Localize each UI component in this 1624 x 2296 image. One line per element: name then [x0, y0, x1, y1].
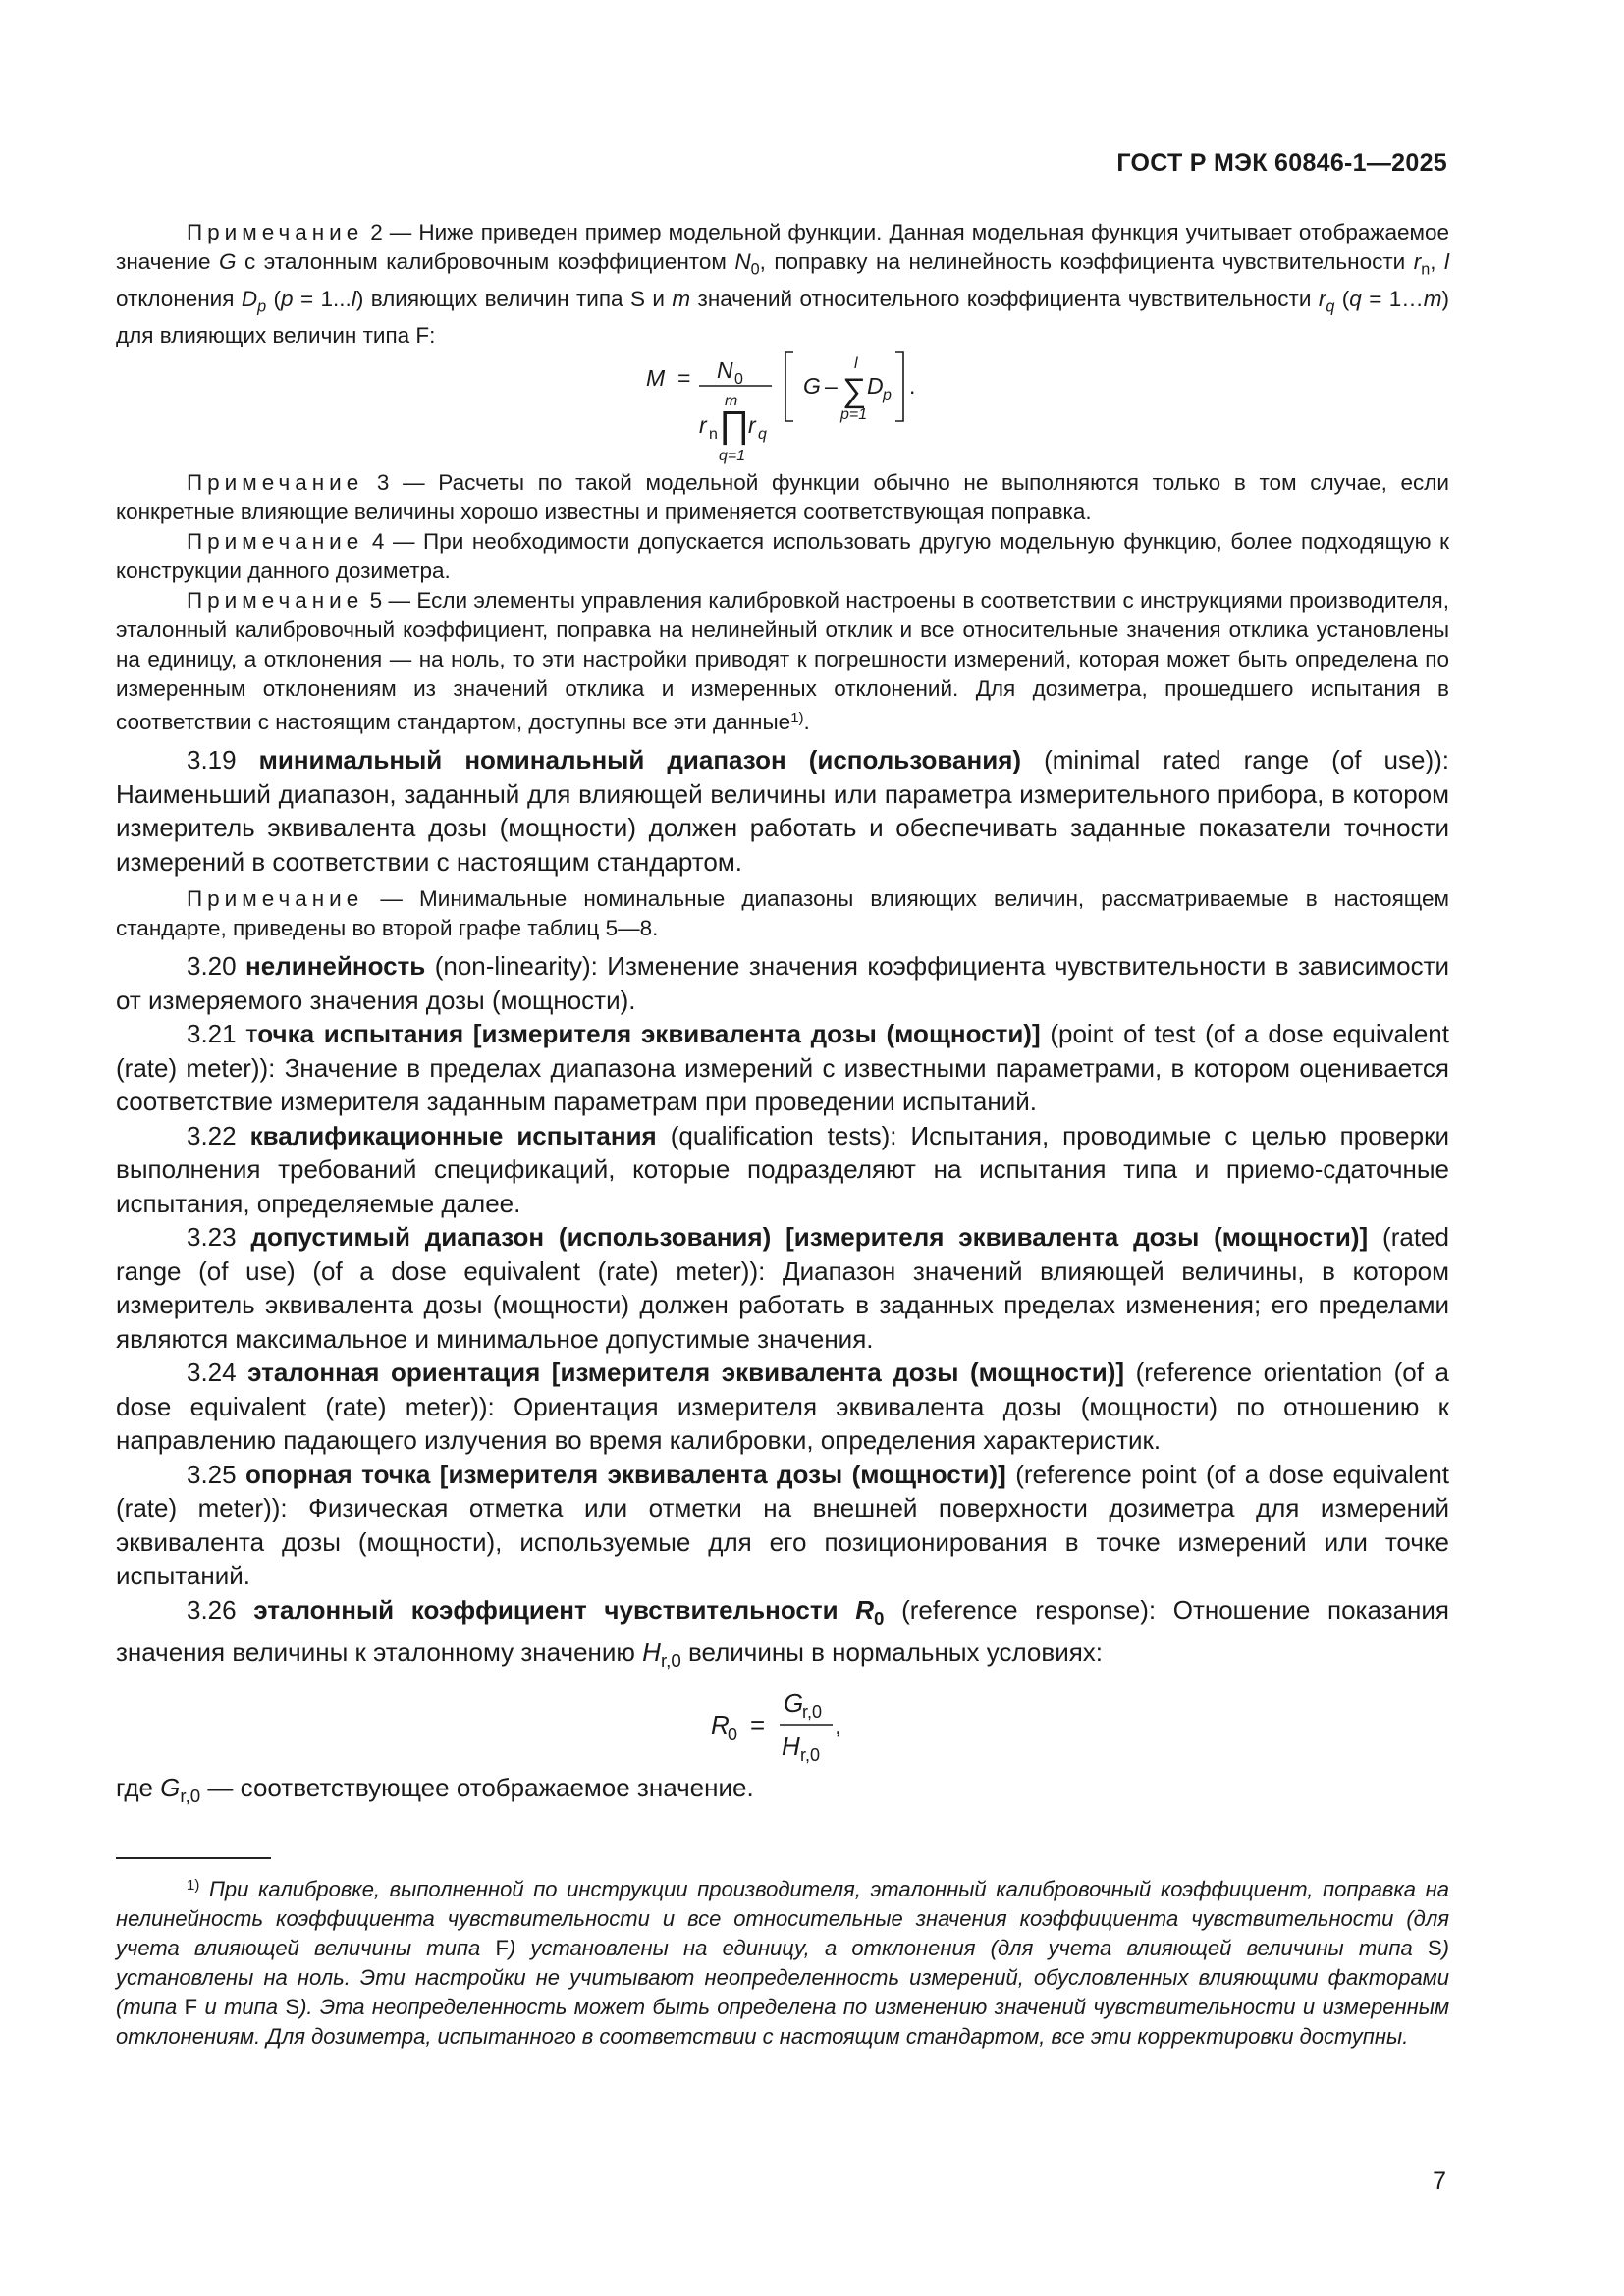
formula-end: .	[909, 373, 916, 399]
den-rq: r	[748, 412, 756, 438]
formula-numerator: N	[717, 357, 733, 383]
note-2: Примечание 2 — Ниже приведен пример модельной функции. Данная модельная функция учитывает отображаемое значение G с эталонным калибровочным коэффициентом $N_0$, поправку на нелинейность коэффициента чувствительности $r_n$, l отклонения $D_p$ (p = 1...l) влияющих величин типа S и m значений относительного коэффициента чувствительности $r_q$ (q = 1…m) для влияющих величин типа F:	[116, 220, 1450, 347]
definition-3-20: 3.20 нелинейность (non-linearity): Изменение значения коэффициента чувствительности в зависимости от измеряемого значения дозы (мощности).	[116, 951, 1450, 1015]
formula-reference-response	[116, 1679, 1449, 1771]
formula2-den-sub: r,0	[800, 1744, 821, 1765]
footnote-separator	[116, 1857, 271, 1859]
formula2-lhs-sub: 0	[728, 1724, 738, 1744]
formula-eq: =	[677, 365, 691, 391]
prod-top: m	[725, 393, 738, 409]
formula-1-svg	[116, 350, 1449, 468]
where-clause: где $G_{r,0}$ — соответствующее отображаемое значение.	[116, 1772, 754, 1807]
definition-3-21: 3.21 точка испытания [измерителя эквивалента дозы (мощности)] (point of test (of a dose equivalent (rate) meter)): Значение в пределах диапазона измерений с известными параметрами, в котором оценивается соответствие измерителя заданным параметрам при проведении испытаний.	[116, 1019, 1449, 1116]
footnote-mark: 1)	[187, 1877, 200, 1894]
footnote-ref: 1)	[790, 710, 804, 726]
note-label: Примечание	[187, 220, 364, 244]
sum-top: l	[854, 355, 858, 372]
formula2-num-sub: r,0	[802, 1701, 823, 1722]
prod-bottom: q=1	[719, 448, 746, 464]
term: минимальный номинальный диапазон (использования)	[258, 745, 1022, 774]
bracket-left	[785, 352, 793, 421]
formula-minus: –	[825, 373, 838, 399]
formula-d-sub: p	[883, 387, 892, 403]
note-3-19: Примечание — Минимальные номинальные диапазоны влияющих величин, рассматриваемые в настоящем стандарте, приведены во второй графе таблиц 5—8.	[116, 886, 1449, 940]
bracket-right	[895, 352, 903, 421]
sum-symbol: ∑	[842, 372, 867, 409]
formula-g: G	[803, 373, 821, 399]
definition-3-23: 3.23 допустимый диапазон (использования) [измерителя эквивалента дозы (мощности)] (rated range (of use) (of a dose equivalent (rate) meter)): Диапазон значений влияющей величины, в котором измеритель эквивалента дозы (мощности) должен работать в заданных пределах изменения; его пределами являются максимальное и минимальное допустимые значения.	[116, 1222, 1449, 1354]
formula2-den: H	[782, 1731, 800, 1761]
formula-lhs: M	[646, 365, 666, 391]
note-3: Примечание 3 — Расчеты по такой модельной функции обычно не выполняются только в том случае, если конкретные влияющие величины хорошо известны и применяется соответствующая поправка.	[116, 470, 1449, 524]
note-4: Примечание 4 — При необходимости допускается использовать другую модельную функцию, более подходящую к конструкции данного дозиметра.	[116, 529, 1449, 583]
note-5: Примечание 5 — Если элементы управления калибровкой настроены в соответствии с инструкциями производителя, эталонный калибровочный коэффициент, поправка на нелинейный отклик и все относительные значения отклика установлены на единицу, а отклонения — на ноль, то эти настройки приводят к погрешности измерений, которая может быть определена по измеренным отклонениям из значений отклика и измеренных отклонений. Для дозиметра, прошедшего испытания в соответствии с настоящим стандартом, доступны все эти данные$^{1)}$.	[116, 588, 1449, 734]
definition-3-22: 3.22 квалификационные испытания (qualification tests): Испытания, проводимые с целью проверки выполнения требований спецификаций, которые подразделяют на испытания типа и приемо-сдаточные испытания, определяемые далее.	[116, 1120, 1449, 1218]
formula-2-svg	[116, 1679, 1449, 1771]
den-r: r	[699, 412, 707, 438]
formula2-lhs: R	[711, 1709, 730, 1739]
definition-3-24: 3.24 эталонная ориентация [измерителя эквивалента дозы (мощности)] (reference orientation (of a dose equivalent (rate) meter)): Ориентация измерителя эквивалента дозы (мощности) по отношению к направлению падающего излучения во время калибровки, определения характеристик.	[116, 1358, 1449, 1455]
sum-bottom: p=1	[840, 406, 868, 423]
definition-3-25: 3.25 опорная точка [измерителя эквивалента дозы (мощности)] (reference point (of a dose equivalent (rate) meter)): Физическая отметка или отметки на внешней поверхности дозиметра для измерений эквивалента дозы (мощности), используемые для его позиционирования в точке измерений или точке испытаний.	[116, 1459, 1449, 1590]
product-symbol: ∏	[719, 404, 750, 446]
definition-3-26: 3.26 эталонный коэффициент чувствительности $R_0$ (reference response): Отношение показания значения величины к эталонному значению $H_{r,0}$ величины в нормальных условиях:	[116, 1594, 1450, 1672]
formula2-eq: =	[750, 1709, 766, 1739]
formula-num-sub: 0	[734, 371, 743, 388]
den-r-sub: n	[709, 426, 718, 443]
den-rq-sub: q	[758, 426, 767, 443]
page-content	[116, 218, 1449, 1814]
page-number: 7	[1433, 2167, 1446, 2195]
footnote-1: $^{1)}$ При калибровке, выполненной по инструкции производителя, эталонный калибровочный коэффициент, поправка на нелинейность коэффициента чувствительности и все относительные значения коэффициента чувствительности (для учета влияющей величины типа F) установлены на единицу, а отклонения (для учета влияющей величины типа S) установлены на ноль. Эти настройки не учитывают неопределенность измерений, обусловленных влияющими факторами (типа F и типа S). Эта неопределенность может быть определена по изменению значений чувствительности и измеренным отклонениям. Для дозиметра, испытанного в соответствии с настоящим стандартом, все эти корректировки доступны.	[116, 1877, 1450, 2049]
formula-d: D	[867, 373, 884, 399]
formula-model-function	[116, 350, 1449, 468]
formula2-end: ,	[835, 1709, 842, 1739]
definition-3-19: 3.19 минимальный номинальный диапазон (использования) (minimal rated range (of use)): Наименьший диапазон, заданный для влияющей величины или параметра измерительного прибора, в котором измеритель эквивалента дозы (мощности) должен работать и обеспечивать заданные показатели точности измерений в соответствии с настоящим стандартом.	[116, 745, 1449, 877]
document-header: ГОСТ Р МЭК 60846-1—2025	[1116, 149, 1447, 177]
formula2-num: G	[784, 1687, 804, 1718]
